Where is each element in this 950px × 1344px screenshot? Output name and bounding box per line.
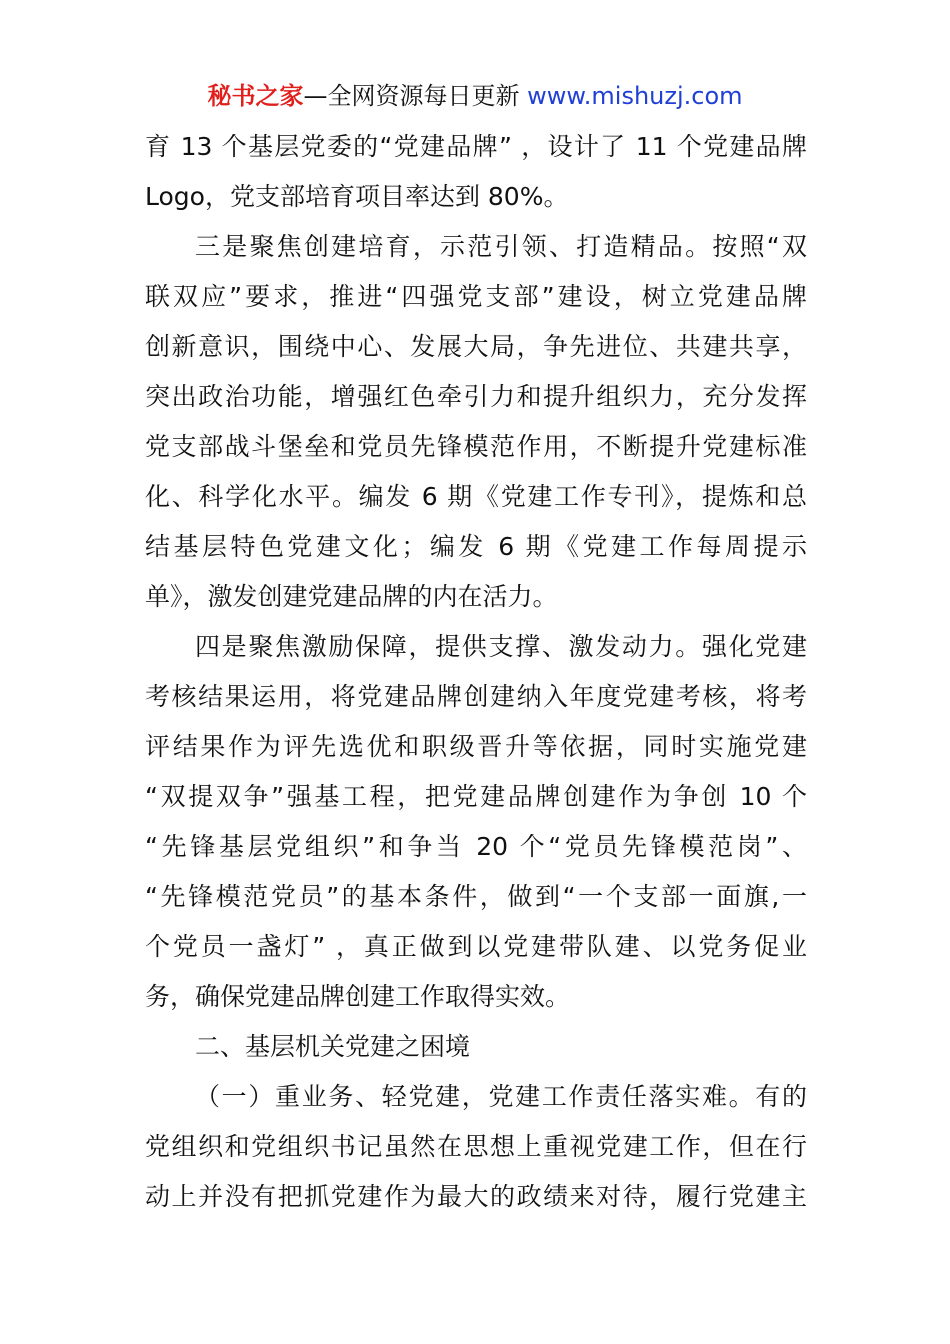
text-line: 动上并没有把抓党建作为最大的政绩来对待，履行党建主 [145,1182,807,1211]
site-tagline: —全网资源每日更新 [303,82,520,110]
text-line: “先锋模范党员”的基本条件，做到“一个支部一面旗,一 [145,882,807,911]
text-line: 评结果作为评先选优和职级晋升等依据，同时实施党建 [145,732,807,761]
document-body [145,122,807,1222]
site-url-link[interactable]: www.mishuzj.com [527,82,743,110]
text-line: 育 13 个基层党委的“党建品牌” ，设计了 11 个党建品牌 [145,132,807,161]
text-line: 突出政治功能，增强红色牵引力和提升组织力，充分发挥 [145,382,807,411]
text-line: 创新意识，围绕中心、发展大局，争先进位、共建共享， [145,332,807,361]
text-line: 联双应”要求，推进“四强党支部”建设，树立党建品牌 [145,282,807,311]
text-line: 党组织和党组织书记虽然在思想上重视党建工作，但在行 [145,1132,807,1161]
text-line: 结基层特色党建文化；编发 6 期《党建工作每周提示 [145,532,807,561]
text-line: 化、科学化水平。编发 6 期《党建工作专刊》，提炼和总 [145,482,807,511]
text-line: 单》，激发创建党建品牌的内在活力。 [145,582,558,611]
text-line: 考核结果运用，将党建品牌创建纳入年度党建考核，将考 [145,682,807,711]
site-brand: 秘书之家 [207,82,304,110]
paragraph-start-line: （一）重业务、轻党建，党建工作责任落实难。有的 [195,1082,807,1111]
site-header [0,80,950,112]
text-line: 个党员一盏灯” ，真正做到以党建带队建、以党务促业 [145,932,807,961]
text-line: Logo，党支部培育项目率达到 80%。 [145,182,569,211]
paragraph-start-line: 四是聚焦激励保障，提供支撑、激发动力。强化党建 [195,632,807,661]
text-line: “双提双争”强基工程，把党建品牌创建作为争创 10 个 [145,782,807,811]
text-line: 务，确保党建品牌创建工作取得实效。 [145,982,571,1011]
section-heading: 二、基层机关党建之困境 [195,1032,471,1061]
paragraph-start-line: 三是聚焦创建培育，示范引领、打造精品。按照“双 [195,232,807,261]
text-line: “先锋基层党组织”和争当 20 个“党员先锋模范岗”、 [145,832,807,861]
text-line: 党支部战斗堡垒和党员先锋模范作用，不断提升党建标准 [145,432,807,461]
